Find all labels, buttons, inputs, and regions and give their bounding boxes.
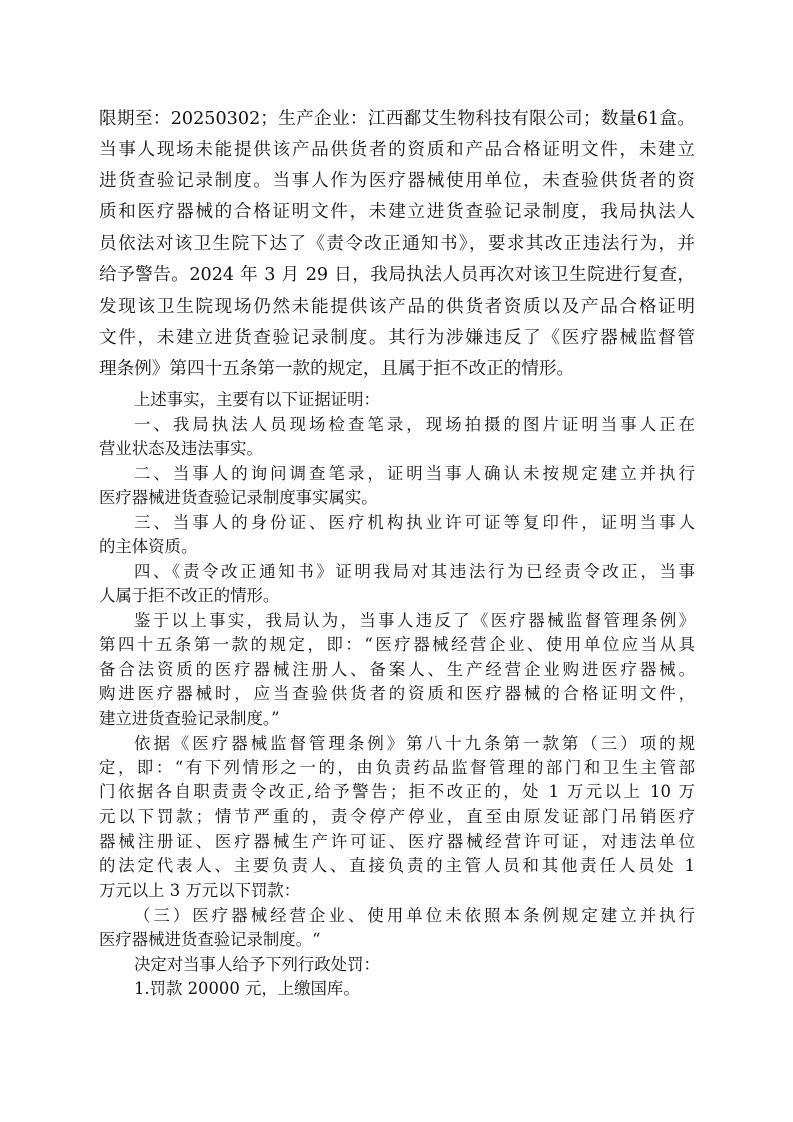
text-line: 建立进货查验记录制度。” — [99, 709, 280, 728]
text-line: 三、当事人的身份证、医疗机构执业许可证等复印件，证明当事人 — [134, 513, 695, 532]
text-line: 一、我局执法人员现场检查笔录，现场拍摄的图片证明当事人正在 — [134, 415, 695, 434]
text-line: 备合法资质的医疗器械注册人、备案人、生产经营企业购进医疗器械。 — [99, 660, 695, 679]
text-line: 质和医疗器械的合格证明文件，未建立进货查验记录制度，我局执法人 — [99, 202, 695, 222]
text-line: 元以下罚款；情节严重的，责令停产停业，直至由原发证部门吊销医疗 — [99, 807, 695, 826]
text-line: 第四十五条第一款的规定，即：“医疗器械经营企业、使用单位应当从具 — [99, 635, 695, 654]
text-line: 文件，未建立进货查验记录制度。其行为涉嫌违反了《医疗器械监督管 — [99, 328, 695, 348]
text-line: 依据《医疗器械监督管理条例》第八十九条第一款第（三）项的规 — [134, 734, 695, 753]
text-line: 的法定代表人、主要负责人、直接负责的主管人员和其他责任人员处 1 — [99, 856, 695, 875]
text-line: 的主体资质。 — [99, 537, 198, 556]
text-line: 门依据各自职责责令改正,给予警告；拒不改正的，处 1 万元以上 10 万 — [99, 782, 695, 801]
text-line: 员依法对该卫生院下达了《责令改正通知书》，要求其改正违法行为，并 — [99, 234, 695, 254]
text-line: （三）医疗器械经营企业、使用单位未依照本条例规定建立并执行 — [134, 906, 695, 925]
text-line: 医疗器械进货查验记录制度。“ — [99, 930, 321, 949]
text-line: 二、当事人的询问调查笔录，证明当事人确认未按规定建立并执行 — [134, 464, 695, 483]
text-line: 1.罚款 20000 元，上缴国库。 — [134, 979, 360, 998]
text-line: 给予警告。2024 年 3 月 29 日，我局执法人员再次对该卫生院进行复查， — [99, 265, 695, 285]
text-line: 定，即：“有下列情形之一的，由负责药品监督管理的部门和卫生主管部 — [99, 758, 695, 777]
text-line: 决定对当事人给予下列行政处罚： — [134, 955, 380, 974]
text-line: 进货查验记录制度。当事人作为医疗器械使用单位，未查验供货者的资 — [99, 171, 695, 191]
text-line: 理条例》第四十五条第一款的规定，且属于拒不改正的情形。 — [99, 359, 575, 379]
text-line: 器械注册证、医疗器械生产许可证、医疗器械经营许可证，对违法单位 — [99, 832, 695, 851]
text-line: 限期至：20250302；生产企业：江西鄱艾生物科技有限公司；数量61盒。 — [99, 109, 695, 129]
text-line: 万元以上 3 万元以下罚款： — [99, 881, 301, 900]
text-line: 购进医疗器械时，应当查验供货者的资质和医疗器械的合格证明文件， — [99, 684, 695, 703]
text-line: 营业状态及违法事实。 — [99, 439, 263, 458]
text-line: 鉴于以上事实，我局认为，当事人违反了《医疗器械监督管理条例》 — [134, 611, 695, 630]
text-line: 发现该卫生院现场仍然未能提供该产品的供货者资质以及产品合格证明 — [99, 297, 695, 317]
text-line: 上述事实，主要有以下证据证明： — [134, 390, 380, 409]
text-line: 人属于拒不改正的情形。 — [99, 586, 280, 605]
text-line: 医疗器械进货查验记录制度事实属实。 — [99, 488, 378, 507]
text-line: 当事人现场未能提供该产品供货者的资质和产品合格证明文件，未建立 — [99, 140, 695, 160]
text-line: 四、《责令改正通知书》证明我局对其违法行为已经责令改正，当事 — [134, 562, 695, 581]
